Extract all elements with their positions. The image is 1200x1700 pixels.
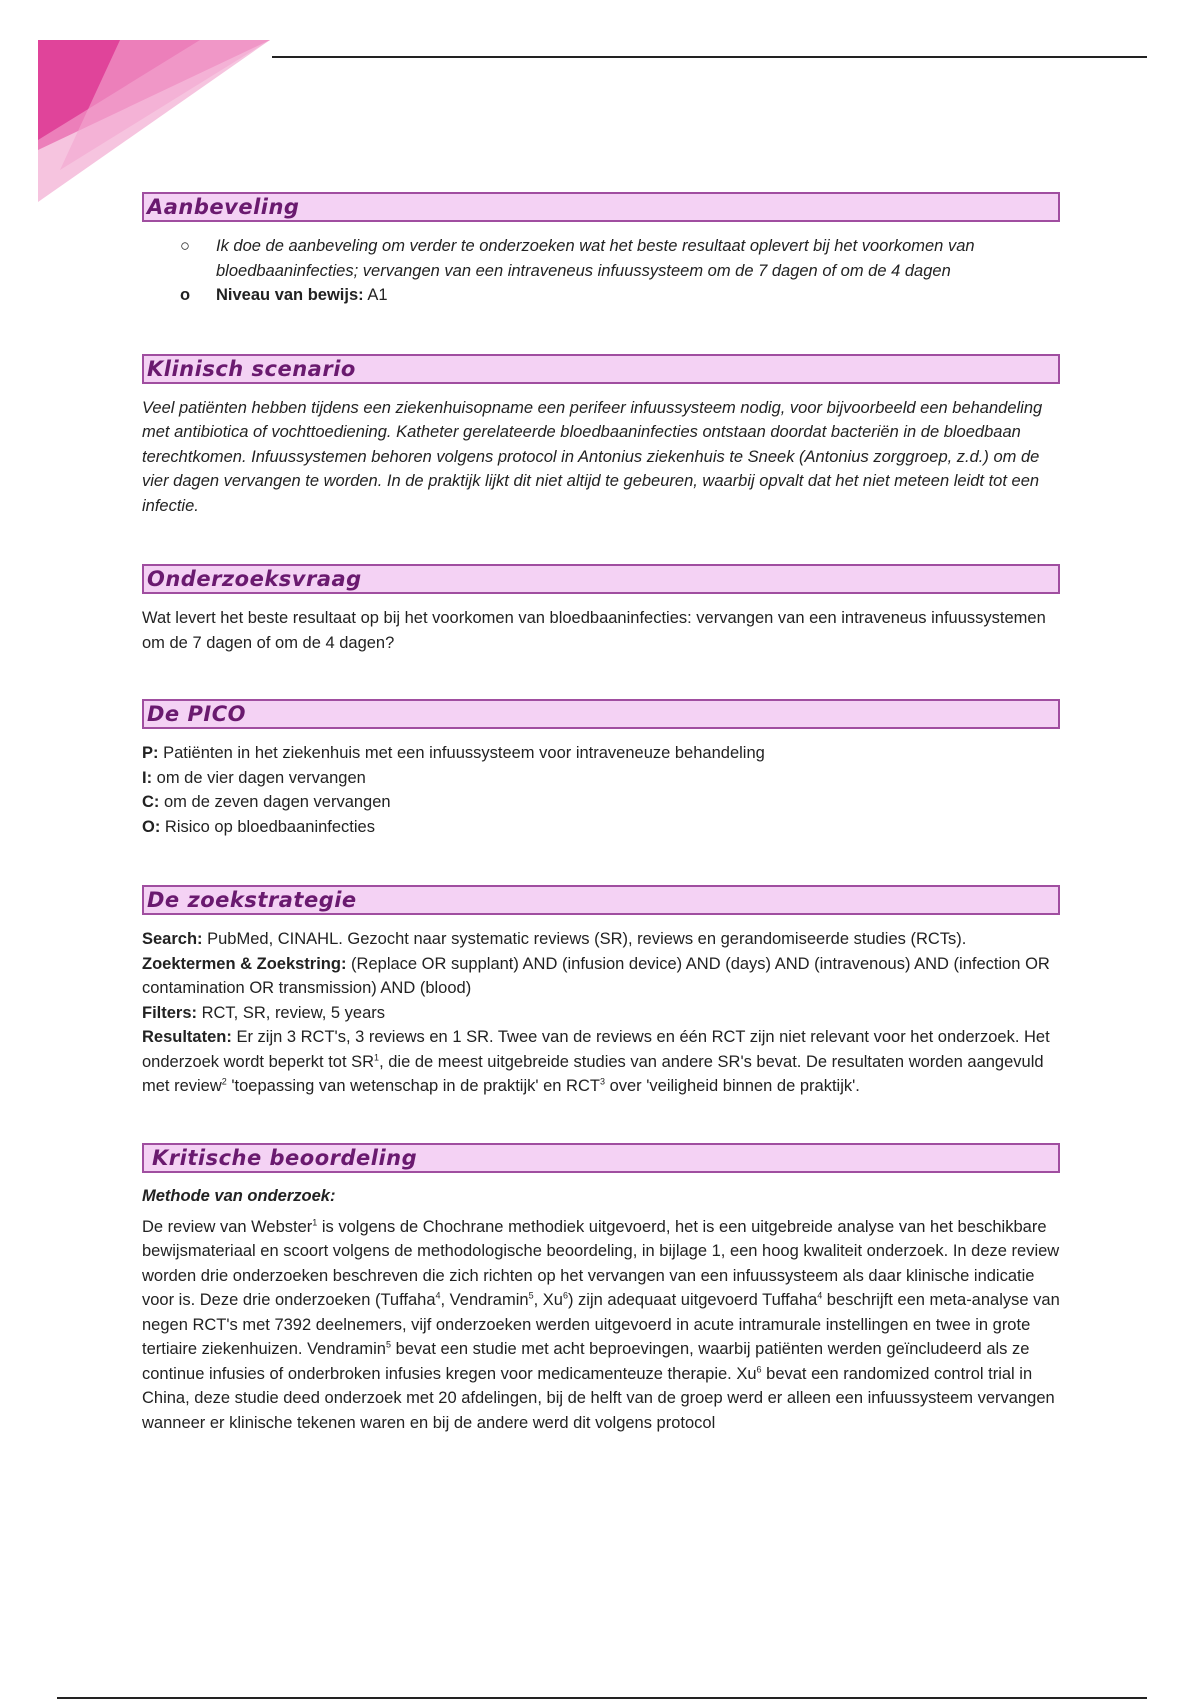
footnote-ref: 6	[756, 1364, 762, 1374]
footnote-ref: 1	[374, 1052, 380, 1062]
paragraph-text: ) zijn adequaat uitgevoerd Tuffaha	[567, 1291, 818, 1309]
pico-label: C:	[142, 793, 160, 811]
pico-value: om de zeven dagen vervangen	[159, 793, 391, 811]
circle-bullet-icon: o	[180, 286, 191, 304]
footnote-ref: 2	[221, 1076, 227, 1087]
footnote-ref: 5	[528, 1290, 534, 1301]
footnote-ref: 1	[312, 1217, 318, 1227]
results-label: Resultaten:	[142, 1028, 232, 1046]
evidence-label: Niveau van bewijs:	[216, 286, 364, 304]
paragraph-text: , Xu	[533, 1291, 563, 1309]
list-item	[142, 234, 1060, 283]
section-heading: Klinisch scenario	[142, 354, 1060, 384]
terms-line	[142, 952, 1060, 1001]
section-pico	[142, 699, 1060, 839]
results-text: 'toepassing van wetenschap in de praktijk' en RCT	[226, 1077, 600, 1095]
footnote-ref: 5	[385, 1339, 391, 1350]
section-heading: De zoekstrategie	[142, 885, 1060, 915]
section-heading: Aanbeveling	[142, 192, 1060, 222]
section-heading: Kritische beoordeling	[142, 1143, 1060, 1173]
method-subheading: Methode van onderzoek:	[142, 1186, 336, 1205]
footnote-ref: 4	[435, 1290, 441, 1301]
document-page	[142, 192, 1060, 1435]
paragraph-text: bevat een studie met acht beproevingen, waarbij patiënten werden geïncludeerd als ze continue infusies of onderbroken infusies kregen voor medicamenteuze therapie. Xu	[142, 1340, 1030, 1383]
evidence-value: A1	[363, 286, 388, 304]
filters-label: Filters:	[142, 1003, 198, 1022]
paragraph-text: bevat een randomized control trial in China, deze studie deed onderzoek met 20 afdelingen, bij de helft van de groep werd er alleen een infuussysteem vervangen wanneer er klinische tekenen waren en bij de andere werd dit volgens protocol	[142, 1364, 1055, 1432]
results-text: Er zijn 3 RCT's, 3 reviews en 1 SR. Twee van de reviews en één RCT zijn niet relevant voor het onderzoek. Het onderzoek wordt beperkt tot SR	[142, 1028, 1050, 1071]
section-zoekstrategie	[142, 885, 1060, 1099]
pico-i	[142, 766, 1060, 791]
terms-label: Zoektermen & Zoekstring:	[142, 954, 347, 973]
pico-label: I:	[142, 768, 153, 787]
results-text: , die de meest uitgebreide studies van andere SR's bevat. De resultaten worden aangevuld met review	[142, 1052, 1044, 1095]
search-line	[142, 927, 1060, 952]
circle-bullet-icon: ○	[180, 237, 190, 255]
filters-value: RCT, SR, review, 5 years	[197, 1003, 385, 1022]
pico-c	[142, 790, 1060, 815]
section-heading: De PICO	[142, 699, 1060, 729]
scenario-text: Veel patiënten hebben tijdens een ziekenhuisopname een perifeer infuussysteem nodig, voor bijvoorbeeld een behandeling met antibiotica of vochttoediening. Katheter gerelateerde bloedbaaninfecties ontstaan doordat bacteriën in de bloedbaan terechtkomen. Infuussystemen behoren volgens protocol in Antonius ziekenhuis te Sneek (Antonius zorggroep, z.d.) om de vier dagen vervangen te worden. In de praktijk lijkt dit niet altijd te gebeuren, waarbij opvalt dat het niet meteen leidt tot een infectie.	[142, 398, 1043, 515]
header-rule	[272, 56, 1147, 58]
paragraph-text: is volgens de Chochrane methodiek uitgevoerd, het is een uitgebreide analyse van het beschikbare bewijsmateriaal en scoort volgens de methodologische beoordeling, in bijlage 1, een hoog kwaliteit onderzoek. In deze review worden drie onderzoeken beschreven die zich richten op het vervangen van een infuussysteem als daar klinische indicatie voor is. Deze drie onderzoeken (Tuffaha	[142, 1217, 1060, 1309]
search-label: Search:	[142, 930, 203, 948]
decorative-corner-graphic	[0, 0, 300, 220]
section-onderzoeksvraag	[142, 564, 1060, 655]
footnote-ref: 6	[562, 1290, 568, 1301]
pico-value: om de vier dagen vervangen	[152, 768, 366, 787]
recommendation-list	[142, 234, 1060, 308]
footer-rule	[57, 1697, 1147, 1699]
search-value: PubMed, CINAHL. Gezocht naar systematic reviews (SR), reviews en gerandomiseerde studies (RCTs).	[202, 930, 967, 948]
footnote-ref: 3	[599, 1076, 605, 1087]
results-text: over 'veiligheid binnen de praktijk'.	[604, 1077, 860, 1095]
terms-value: (Replace OR supplant) AND (infusion device) AND (days) AND (intravenous) AND (infection OR contamination OR transmission) AND (blood)	[142, 954, 1050, 997]
research-question-text: Wat levert het beste resultaat op bij het voorkomen van bloedbaaninfecties: vervangen van een intraveneus infuussystemen om de 7 dagen of om de 4 dagen?	[142, 609, 1046, 652]
pico-o	[142, 815, 1060, 840]
pico-label: O:	[142, 817, 161, 836]
paragraph-text: beschrijft een meta-analyse van negen RCT's met 7392 deelnemers, vijf onderzoeken werden uitgevoerd in acute intramurale instellingen en twee in grote tertiaire ziekenhuizen. Vendramin	[142, 1291, 1060, 1358]
pico-value: Patiënten in het ziekenhuis met een infuussysteem voor intraveneuze behandeling	[158, 744, 765, 762]
list-item	[142, 283, 1060, 308]
recommendation-text: Ik doe de aanbeveling om verder te onderzoeken wat het beste resultaat oplevert bij het voorkomen van bloedbaaninfecties; vervangen van een intraveneus infuussysteem om de 7 dagen of om de 4 dagen	[216, 237, 975, 280]
method-paragraph	[142, 1215, 1060, 1436]
footnote-ref: 4	[817, 1290, 823, 1301]
filters-line	[142, 1001, 1060, 1026]
paragraph-text: De review van Webster	[142, 1217, 313, 1236]
section-scenario	[142, 354, 1060, 519]
pico-label: P:	[142, 744, 159, 762]
section-kritische-beoordeling	[142, 1143, 1060, 1436]
section-heading: Onderzoeksvraag	[142, 564, 1060, 594]
paragraph-text: , Vendramin	[440, 1291, 529, 1309]
results-line	[142, 1025, 1060, 1099]
pico-value: Risico op bloedbaaninfecties	[160, 817, 375, 836]
pico-p	[142, 741, 1060, 766]
section-aanbeveling	[142, 192, 1060, 308]
